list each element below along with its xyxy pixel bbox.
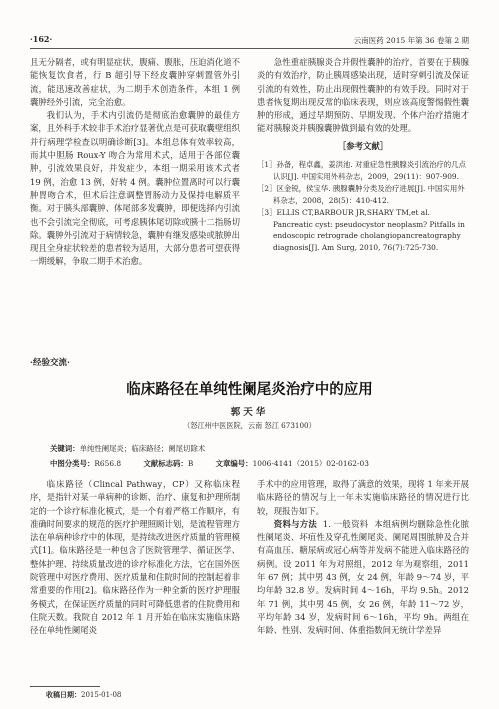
article-right-column xyxy=(257,478,469,638)
reference-item: ［1］孙备，程卓鑫，姜洪池. 对重症急性胰腺炎引流治疗的几点认识[J]. 中国实用外科杂志，2009，29(11)：907-909. xyxy=(257,160,466,181)
header-rule xyxy=(30,48,469,49)
prev-article-left-column xyxy=(30,56,240,269)
article-paragraph: 临床路径（Clincal Pathway，CP）又称临床程序，是指针对某一单病种的诊断、治疗、康复和护理所制定的一个诊疗标准化模式，是一个有着严格工作顺序，有准确时间要求的规范的医疗护理照顾计划，是流程管理方法在单病种诊疗中的体现，是持续改进医疗质量的管理模式[1]。临床路径是一种包含了医院管理学、循证医学、整体护理、持续质量改进的诊疗标准化方法，它在国外医院管理中对医疗费用、医疗质量和住院时间的控制起着非常重要的作用[2]。临床路径作为一种全新的医疗护理服务模式，在保证医疗质量的同时可降低患者的住院费用和住院天数。我院自 2012 年 1 月开始在临床实施临床路径在单纯性阑尾炎 xyxy=(30,479,240,636)
clc-label: 中图分类号： xyxy=(50,459,95,468)
clc-value: R656.8 xyxy=(94,459,122,468)
prev-paragraph: 急性重症胰腺炎合并假性囊肿的治疗，首要在于胰腺炎的有效治疗，防止胰周感染出现，适时穿刺引流及保证引流的有效性，防止出现假性囊肿的有效手段。同时对于患者恢复期出现反常的临床表现，则应该高度警惕假性囊肿的形成，通过早期预防、早期发现、个体户治疗措施才能对胰腺炎并胰腺囊肿做到最有效的处理。 xyxy=(257,57,469,134)
article-no-label: 文章编号： xyxy=(215,459,253,468)
received-label: 收稿日期： xyxy=(46,690,81,699)
doc-code-value: B xyxy=(187,459,194,468)
section-label: ·经验交流· xyxy=(30,358,70,368)
reference-item: ［3］ELLIS CT,BARBOUR JR,SHARY TM,et al. Pancreatic cyst: pseudocystor neoplasm? Pitfalls in endoscopic retrograde cholangiopancreatography diagnosis[J]. Am Surg, 2010, 76(7):725-730. xyxy=(257,208,465,252)
materials-heading: 资料与方法 xyxy=(273,518,318,529)
article-affiliation: （怒江州中医医院，云南 怒江 673100） xyxy=(183,421,316,430)
footer-rule xyxy=(30,686,100,687)
prev-article-right-column xyxy=(257,56,469,254)
keywords-line xyxy=(50,443,469,454)
materials-subheading: 1. 一般资料 xyxy=(322,518,369,529)
article-author: 郭天华 xyxy=(230,407,269,418)
keywords-value: 单纯性阑尾炎；临床路径；阑尾切除术 xyxy=(79,444,206,453)
prev-paragraph: 我们认为，手术内引流仍是彻底治愈囊肿的最佳方案，且外科手术较非手术治疗显著优点是可获取囊壁组织并行病理学检查以明确诊断[3]。本组总体有效率较高，而其中胆肠 Roux-Y 吻合为常用术式，适用于各部位囊肿，引流效果良好，并发症少，本组一期采用该术式者 19 例，治愈 13 例，好转 4 例。囊肿位置离时可以行囊肿胃吻合术，但术后注意调整胃肠动力及保持电解质平衡。对于胰头部囊肿、体尾部多发囊肿，即便选择内引流也不会引流完全彻底，可考虑胰体尾切除或胰十二指肠切除。囊肿外引流对于病情较急，囊肿有继发感染或脓肿出现且全身症状较差的患者较为适用，大部分患者可望获得一期缓解，争取二期手术治愈。 xyxy=(30,110,240,267)
keywords-label: 关键词： xyxy=(50,444,80,453)
references-title: ［参考文献］ xyxy=(337,140,389,151)
prev-paragraph: 且无分隔者，或有明显症状，腹痛、腹胀，压迫消化道不能恢复饮食者，行 B 超引导下经皮囊肿穿刺置管外引流，能迅速改善症状，为二期手术创造条件，本组 1 例囊肿经外引流，完全治愈。 xyxy=(30,57,240,107)
article-paragraph: 手术中的应用管理，取得了满意的效果，现将 1 年来开展临床路径的情况与上一年未实施临床路径的情况进行比较，现报告如下。 xyxy=(257,479,469,516)
article-left-column xyxy=(30,478,240,638)
page-number: ·162· xyxy=(30,34,53,44)
article-meta xyxy=(50,458,469,469)
article-no-value: 1006-4141（2015）02-0162-03 xyxy=(252,459,369,468)
journal-header: 云南医药 2015 年第 36 卷第 2 期 xyxy=(353,36,469,45)
received-value: 2015-01-08 xyxy=(81,691,122,699)
received-date xyxy=(46,690,121,700)
materials-text: 本组病例均删除急性化脓性阑尾炎、坏疽性及穿孔性阑尾炎、阑尾周围脓肿及合并有高血压、糖尿病或冠心病等并发病不能进入临床路径的病例。设 2011 年为对照组，2012 年为观察组，2011 年 67 例；其中男 43 例，女 24 例，年龄 9～74 岁，平均年龄 32.8 岁。发病时间 4～16h，平均 9.5h。2012 年 71 例，其中男 45 例，女 26 例，年龄 11～72 岁，平均年龄 34 岁，发病时间 6～16h，平均 9h。两组在年龄、性别、发病时间、体重指数间无统计学差异 xyxy=(257,518,470,636)
doc-code-label: 文献标志码： xyxy=(143,459,188,468)
article-title: 临床路径在单纯性阑尾炎治疗中的应用 xyxy=(126,382,373,398)
reference-item: ［2］区金锐，侯宝华. 胰腺囊肿分类及治疗进展[J]. 中国实用外科杂志，2008，28(5)：410-412. xyxy=(257,184,465,205)
materials-paragraph xyxy=(257,518,469,638)
